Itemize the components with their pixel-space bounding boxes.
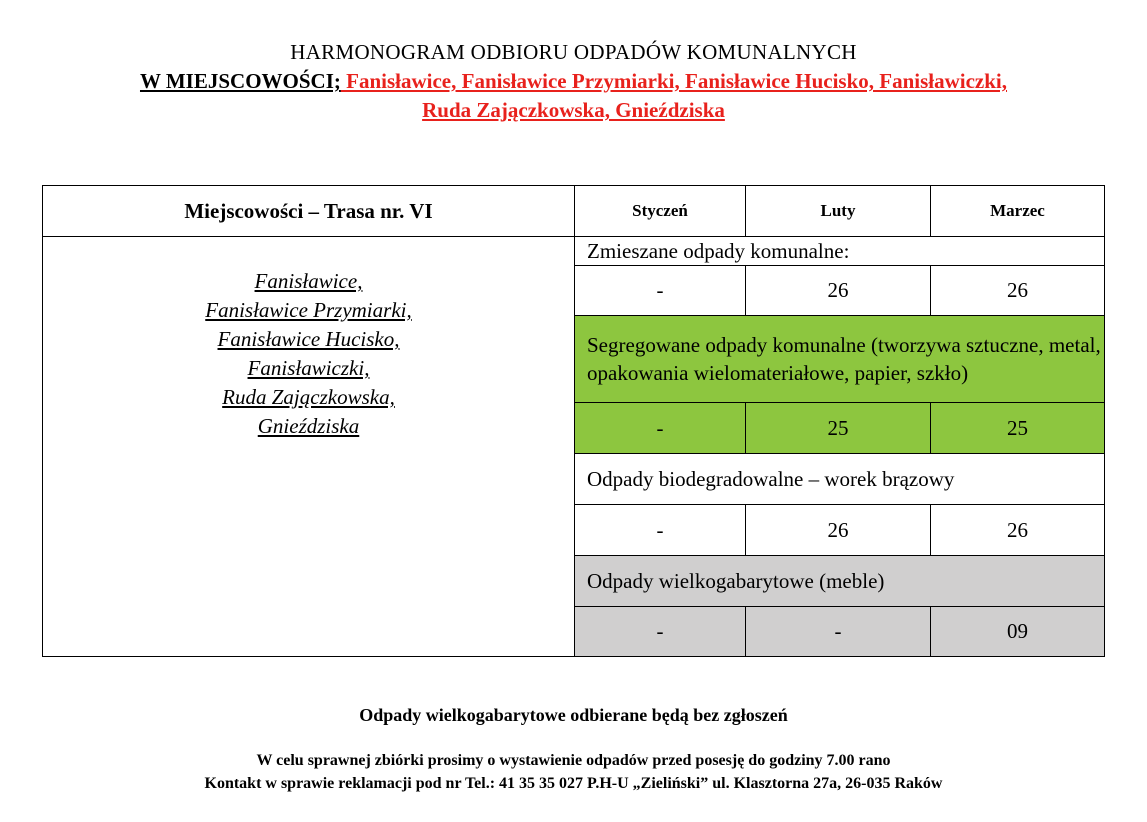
place-name: Fanisławiczki, — [247, 356, 370, 380]
contact-info: Kontakt w sprawie reklamacji pod nr Tel.: 41 35 35 027 P.H-U „Zieliński” ul. Klasztorna 27a, 26-035 Raków — [204, 775, 943, 792]
date-cell: 26 — [931, 505, 1105, 556]
date-cell: - — [575, 266, 746, 316]
category-segregated-waste: Segregowane odpady komunalne (tworzywa sztuczne, metal, opakowania wielomateriałowe, papier, szkło) — [575, 316, 1105, 403]
place-name: Fanisławice, — [254, 269, 363, 293]
date-cell: - — [575, 607, 746, 657]
subtitle-places-continued: Ruda Zajączkowska, Gnieździska — [422, 98, 725, 122]
category-bulky-waste: Odpady wielkogabarytowe (meble) — [575, 556, 1105, 607]
date-cell: 26 — [746, 505, 931, 556]
month-header-february: Luty — [746, 186, 931, 237]
date-cell: 26 — [746, 266, 931, 316]
places-cell — [43, 237, 575, 657]
date-cell: - — [575, 403, 746, 454]
subtitle-prefix: W MIEJSCOWOŚCI; — [139, 69, 341, 93]
category-biodegradable-waste: Odpady biodegradowalne – worek brązowy — [575, 454, 1105, 505]
date-cell: - — [746, 607, 931, 657]
place-name: Fanisławice Hucisko, — [217, 327, 400, 351]
document-title: HARMONOGRAM ODBIORU ODPADÓW KOMUNALNYCH — [290, 40, 857, 64]
month-header-january: Styczeń — [575, 186, 746, 237]
table-row — [43, 237, 1105, 266]
date-cell: - — [575, 505, 746, 556]
bulky-waste-note: Odpady wielkogabarytowe odbierane będą bez zgłoszeń — [359, 705, 788, 725]
date-cell: 25 — [746, 403, 931, 454]
place-name: Fanisławice Przymiarki, — [205, 298, 412, 322]
route-column-header: Miejscowości – Trasa nr. VI — [43, 186, 575, 237]
date-cell: 25 — [931, 403, 1105, 454]
category-mixed-waste: Zmieszane odpady komunalne: — [575, 237, 1105, 266]
place-name: Ruda Zajączkowska, — [222, 385, 395, 409]
document-subtitle — [0, 69, 1147, 94]
subtitle-places: Fanisławice, Fanisławice Przymiarki, Fanisławice Hucisko, Fanisławiczki, — [340, 69, 1008, 93]
month-header-march: Marzec — [931, 186, 1105, 237]
collection-time-note: W celu sprawnej zbiórki prosimy o wystawienie odpadów przed posesję do godziny 7.00 rano — [256, 752, 891, 769]
date-cell: 09 — [931, 607, 1105, 657]
place-name: Gnieździska — [257, 414, 360, 438]
table-header-row — [43, 186, 1105, 237]
schedule-table — [42, 185, 1105, 657]
date-cell: 26 — [931, 266, 1105, 316]
